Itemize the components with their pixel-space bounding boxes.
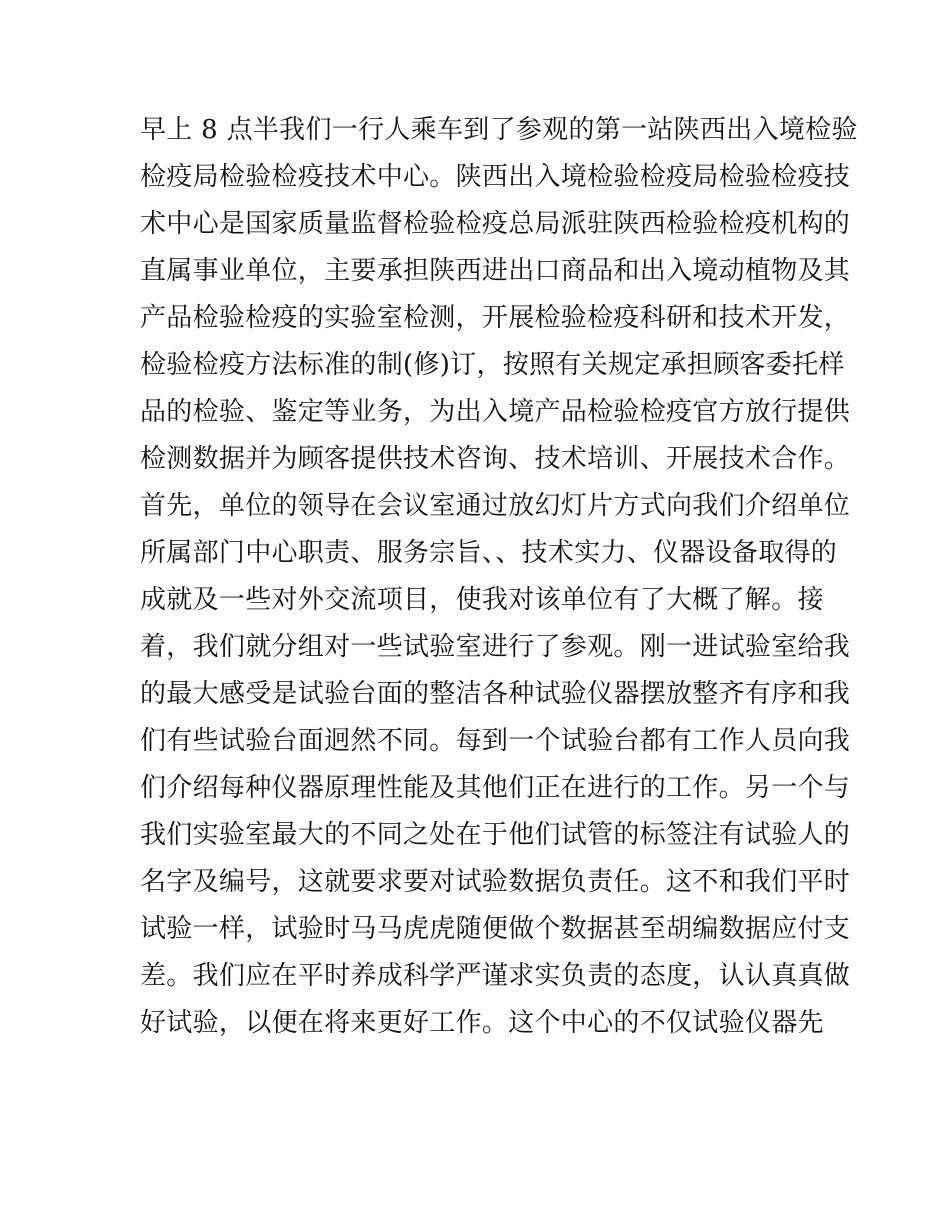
text-line-17: 名字及编号，这就要求要对试验数据负责任。这不和我们平时 (140, 867, 851, 897)
text-line-7: 品的检验、鉴定等业务，为出入境产品检验检疫官方放行提供 (140, 397, 851, 427)
text-line-5: 产品检验检疫的实验室检测，开展检验检疫科研和技术开发， (140, 303, 851, 333)
text-line-18: 试验一样，试验时马马虎虎随便做个数据甚至胡编数据应付支 (140, 914, 851, 944)
text-line-3: 术中心是国家质量监督检验检疫总局派驻陕西检验检疫机构的 (140, 209, 851, 239)
text-line-1: 早上 8 点半我们一行人乘车到了参观的第一站陕西出入境检验 (140, 115, 858, 145)
text-line-4: 直属事业单位，主要承担陕西进出口商品和出入境动植物及其 (140, 256, 851, 286)
text-line-14: 们有些试验台面迥然不同。每到一个试验台都有工作人员向我 (140, 726, 851, 756)
text-line-16: 我们实验室最大的不同之处在于他们试管的标签注有试验人的 (140, 820, 851, 850)
body-paragraph (140, 107, 858, 1047)
text-line-13: 的最大感受是试验台面的整洁各种试验仪器摆放整齐有序和我 (140, 679, 851, 709)
text-line-15: 们介绍每种仪器原理性能及其他们正在进行的工作。另一个与 (140, 773, 851, 803)
text-line-12: 着，我们就分组对一些试验室进行了参观。刚一进试验室给我 (140, 632, 851, 662)
text-line-9: 首先，单位的领导在会议室通过放幻灯片方式向我们介绍单位 (140, 491, 851, 521)
text-line-19: 差。我们应在平时养成科学严谨求实负责的态度，认认真真做 (140, 961, 851, 991)
text-line-6: 检验检疫方法标准的制(修)订，按照有关规定承担顾客委托样 (140, 350, 845, 380)
text-line-2: 检疫局检验检疫技术中心。陕西出入境检验检疫局检验检疫技 (140, 162, 851, 192)
text-line-10: 所属部门中心职责、服务宗旨、、技术实力、仪器设备取得的 (140, 538, 838, 568)
text-line-11: 成就及一些对外交流项目，使我对该单位有了大概了解。接 (140, 585, 824, 615)
text-line-8: 检测数据并为顾客提供技术咨询、技术培训、开展技术合作。 (140, 444, 851, 474)
text-line-20: 好试验，以便在将来更好工作。这个中心的不仅试验仪器先 (140, 1008, 824, 1038)
